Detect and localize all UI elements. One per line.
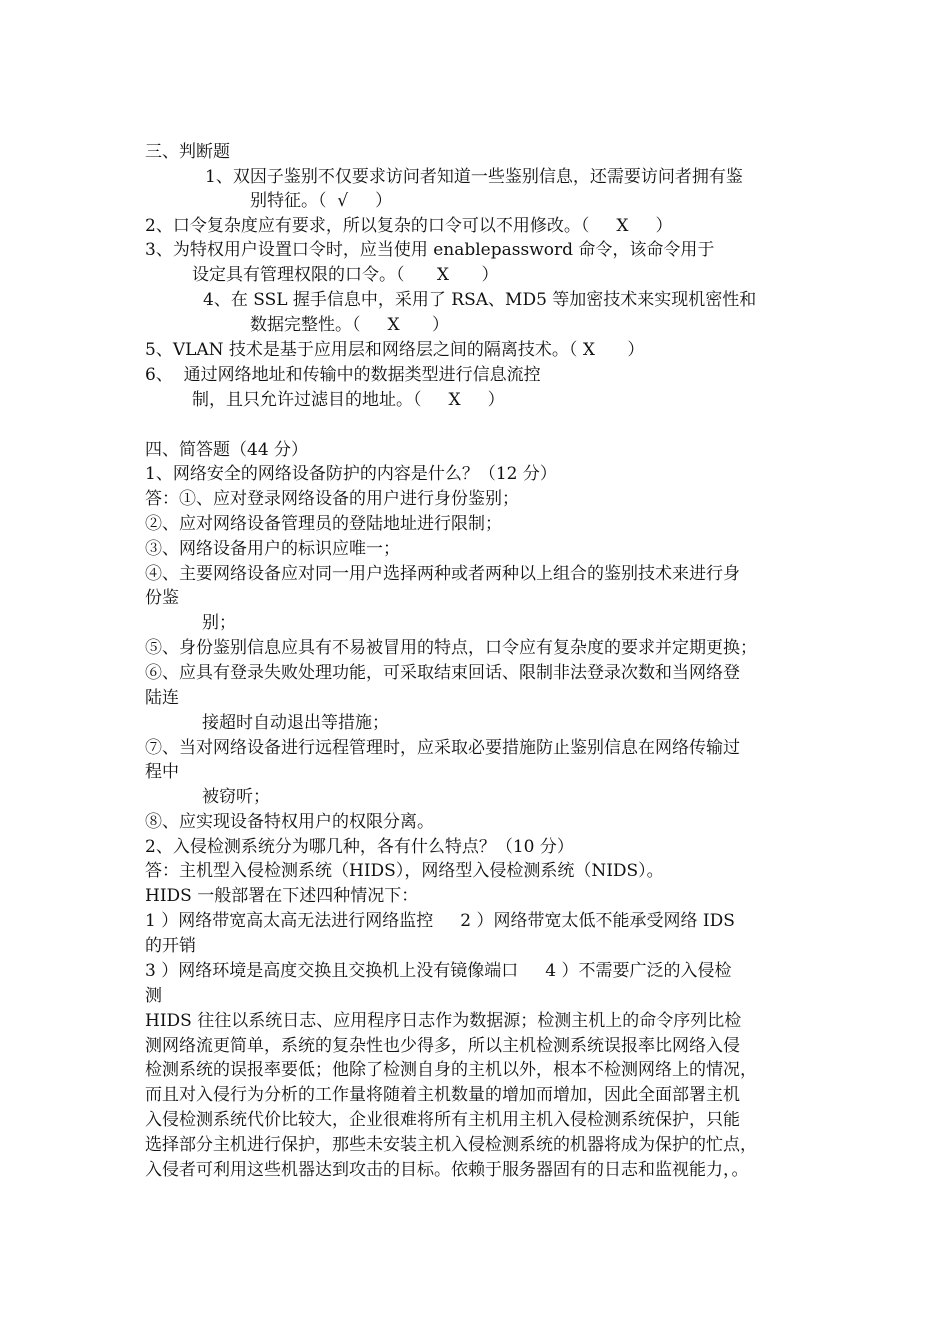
- judge-q1-line1: 1、双因子鉴别不仅要求访问者知道一些鉴别信息，还需要访问者拥有鉴: [205, 167, 743, 187]
- answer-1-item-1: 答：①、应对登录网络设备的用户进行身份鉴别；: [145, 489, 519, 509]
- judge-q4-line2: 数据完整性。（ X ）: [250, 315, 450, 335]
- judge-q3-line1: 3、为特权用户设置口令时，应当使用 enablepassword 命令，该命令用于: [145, 240, 715, 260]
- judge-q6-line2: 制，且只允许过滤目的地址。（ X ）: [192, 390, 505, 410]
- judge-q5: 5、VLAN 技术是基于应用层和网络层之间的隔离技术。（ X ）: [145, 340, 645, 360]
- answer-1-item-7-line3: 被窃听；: [202, 787, 270, 807]
- answer-2-line2: HIDS 一般部署在下述四种情况下：: [145, 886, 419, 906]
- paragraph-line-4: 而且对入侵行为分析的工作量将随着主机数量的增加而增加，因此全面部署主机: [145, 1085, 740, 1105]
- answer-1-item-4-line1: ④、主要网络设备应对同一用户选择两种或者两种以上组合的鉴别技术来进行身: [145, 564, 740, 584]
- answer-2-line6: 测: [145, 986, 162, 1006]
- short-q2: 2、入侵检测系统分为哪几种，各有什么特点？（10 分）: [145, 837, 574, 857]
- answer-1-item-6-line3: 接超时自动退出等措施；: [202, 713, 389, 733]
- answer-1-item-3: ③、网络设备用户的标识应唯一；: [145, 539, 400, 559]
- answer-1-item-8: ⑧、应实现设备特权用户的权限分离。: [145, 812, 434, 832]
- paragraph-line-6: 选择部分主机进行保护，那些未安装主机入侵检测系统的机器将成为保护的忙点，: [145, 1135, 757, 1155]
- answer-1-item-6-line1: ⑥、应具有登录失败处理功能，可采取结束回话、限制非法登录次数和当网络登: [145, 663, 740, 683]
- judge-q4-line1: 4、在 SSL 握手信息中，采用了 RSA、MD5 等加密技术来实现机密性和: [203, 290, 757, 310]
- answer-1-item-4-line2: 份鉴: [145, 588, 179, 608]
- answer-1-item-6-line2: 陆连: [145, 688, 179, 708]
- answer-1-item-4-line3: 别；: [202, 613, 236, 633]
- section-3-title: 三、判断题: [145, 142, 230, 162]
- answer-1-item-7-line1: ⑦、当对网络设备进行远程管理时，应采取必要措施防止鉴别信息在网络传输过: [145, 738, 740, 758]
- paragraph-line-7: 入侵者可利用这些机器达到攻击的目标。依赖于服务器固有的日志和监视能力，。: [145, 1160, 749, 1180]
- short-q1: 1、网络安全的网络设备防护的内容是什么？（12 分）: [145, 464, 557, 484]
- answer-1-item-2: ②、应对网络设备管理员的登陆地址进行限制；: [145, 514, 502, 534]
- answer-1-item-7-line2: 程中: [145, 762, 179, 782]
- judge-q3-line2: 设定具有管理权限的口令。（ X ）: [192, 265, 499, 285]
- paragraph-line-3: 检测系统的误报率要低；他除了检测自身的主机以外，根本不检测网络上的情况，: [145, 1060, 757, 1080]
- answer-2-line3: 1 ）网络带宽高太高无法进行网络监控 2 ）网络带宽太低不能承受网络 IDS: [145, 911, 735, 931]
- paragraph-line-5: 入侵检测系统代价比较大，企业很难将所有主机用主机入侵检测系统保护，只能: [145, 1110, 740, 1130]
- answer-2-line1: 答：主机型入侵检测系统（HIDS），网络型入侵检测系统（NIDS）。: [145, 861, 664, 881]
- judge-q6-line1: 6、 通过网络地址和传输中的数据类型进行信息流控: [145, 365, 541, 385]
- answer-2-line5: 3 ）网络环境是高度交换且交换机上没有镜像端口 4 ）不需要广泛的入侵检: [145, 961, 732, 981]
- answer-2-line4: 的开销: [145, 936, 196, 956]
- judge-q2: 2、口令复杂度应有要求，所以复杂的口令可以不用修改。（ X ）: [145, 216, 673, 236]
- paragraph-line-2: 测网络流更简单，系统的复杂性也少得多，所以主机检测系统误报率比网络入侵: [145, 1036, 740, 1056]
- answer-1-item-5: ⑤、身份鉴别信息应具有不易被冒用的特点，口令应有复杂度的要求并定期更换；: [145, 638, 757, 658]
- section-4-title: 四、简答题（44 分）: [145, 440, 309, 460]
- judge-q1-line2: 别特征。（ √ ）: [250, 191, 393, 211]
- paragraph-line-1: HIDS 往往以系统日志、应用程序日志作为数据源；检测主机上的命令序列比检: [145, 1011, 742, 1031]
